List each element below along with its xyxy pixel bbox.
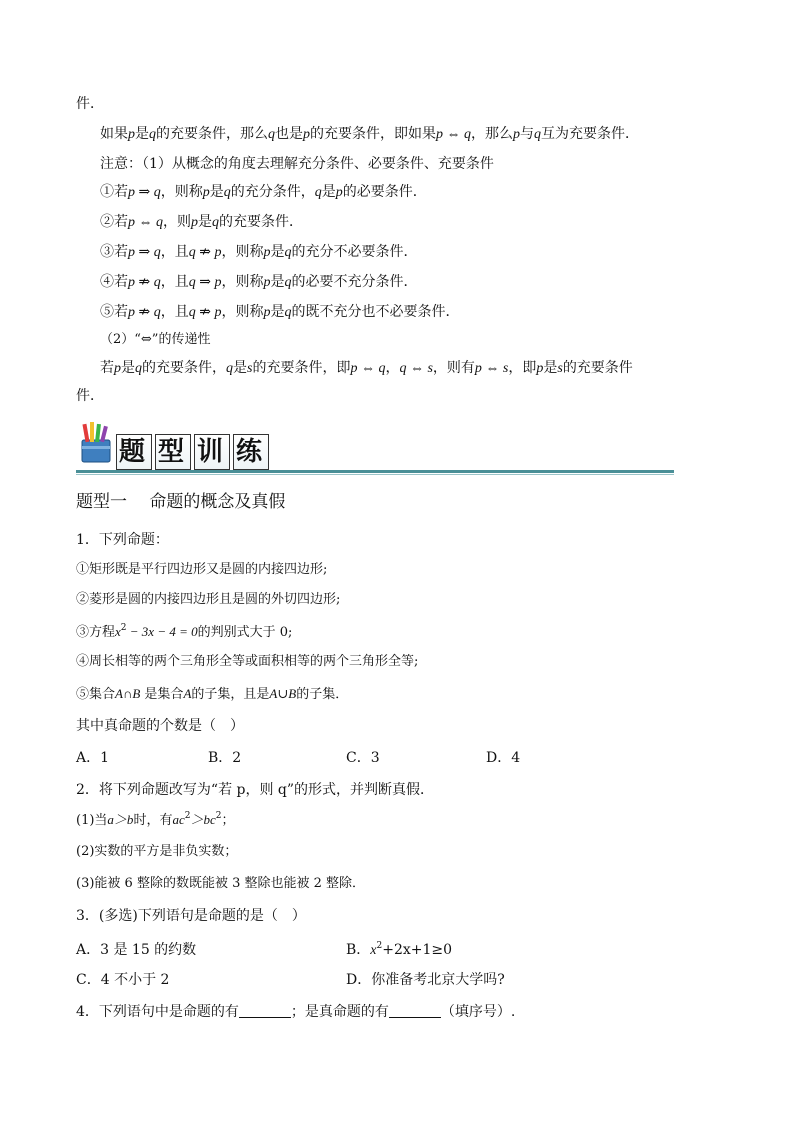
pencil-cup-icon [78, 422, 114, 464]
section-divider-thin [76, 474, 674, 475]
q1-stem: 1．下列命题： [76, 532, 169, 548]
transitivity-heading: （2）“⇔”的传递性 [100, 332, 211, 347]
q1-item-2: ②菱形是圆的内接四边形且是圆的外切四边形; [76, 592, 341, 607]
q1-item-4: ④周长相等的两个三角形全等或面积相等的两个三角形全等; [76, 654, 419, 669]
q3-option-c: C．4 不小于 2 [76, 972, 170, 988]
q3-stem: 3．(多选)下列语句是命题的是（ ） [76, 908, 306, 924]
continuation-text: 件． [76, 96, 104, 112]
section-title-char: 型 [155, 434, 191, 470]
section-title-char: 练 [233, 434, 269, 470]
condition-5: ⑤若p ⇏ q，且q ⇏ p，则称p是q的既不充分也不必要条件． [100, 304, 460, 320]
section-divider [76, 470, 674, 473]
section-title [116, 434, 272, 468]
q1-item-3: ③方程$x^2 - 3x - 4 = 0$的判别式大于 0; [76, 623, 293, 640]
q1-item-1: ①矩形既是平行四边形又是圆的内接四边形; [76, 562, 328, 577]
q1-option-c: C．3 [346, 750, 380, 766]
definition-line: 如果p是q的充要条件，那么q也是p的充要条件，即如果p ⇔ q，那么p与q互为充要条件． [100, 126, 639, 142]
condition-4: ④若p ⇏ q，且q ⇒ p，则称p是q的必要不充分条件． [100, 274, 418, 290]
transitivity-line-end: 件． [76, 388, 104, 404]
q1-option-b: B．2 [208, 750, 242, 766]
condition-2: ②若p ⇔ q，则p是q的充要条件． [100, 214, 303, 230]
q4-stem: 4．下列语句中是命题的有 ；是真命题的有 （填序号）. [76, 1004, 516, 1020]
q1-option-a: A．1 [76, 750, 110, 766]
q3-option-d: D．你准备考北京大学吗? [346, 972, 505, 988]
answer-blank[interactable] [239, 1003, 291, 1018]
q2-item-3: (3)能被 6 整除的数既能被 3 整除也能被 2 整除． [76, 876, 366, 891]
condition-1: ①若p ⇒ q，则称p是q的充分条件，q是p的必要条件． [100, 184, 427, 200]
q1-item-5: ⑤集合A∩B 是集合A的子集，且是A∪B的子集． [76, 686, 349, 702]
condition-3: ③若p ⇒ q，且q ⇏ p，则称p是q的充分不必要条件． [100, 244, 418, 260]
section-header [76, 418, 676, 476]
q2-item-2: (2)实数的平方是非负实数； [76, 844, 238, 859]
q1-ask: 其中真命题的个数是（ ） [76, 718, 244, 734]
q2-stem: 2．将下列命题改写为“若 p，则 q”的形式，并判断真假． [76, 782, 435, 798]
answer-blank[interactable] [389, 1003, 441, 1018]
q1-option-d: D．4 [486, 750, 521, 766]
note-line: 注意：（1）从概念的角度去理解充分条件、必要条件、充要条件 [100, 156, 494, 172]
section-title-char: 训 [194, 434, 230, 470]
q3-option-a: A．3 是 15 的约数 [76, 942, 197, 958]
q2-item-1: (1)当a＞b时，有$ac^2>bc^2$； [76, 811, 235, 828]
q3-option-b: B．$x^2+2x+1\ge 0$ [346, 941, 453, 958]
section-title-char: 题 [116, 434, 152, 470]
transitivity-line: 若p是q的充要条件，q是s的充要条件，即p ⇔ q，q ⇔ s，则有p ⇔ s，即p是s的充要条件 [100, 360, 633, 376]
type-title: 题型一 命题的概念及真假 [76, 492, 286, 512]
